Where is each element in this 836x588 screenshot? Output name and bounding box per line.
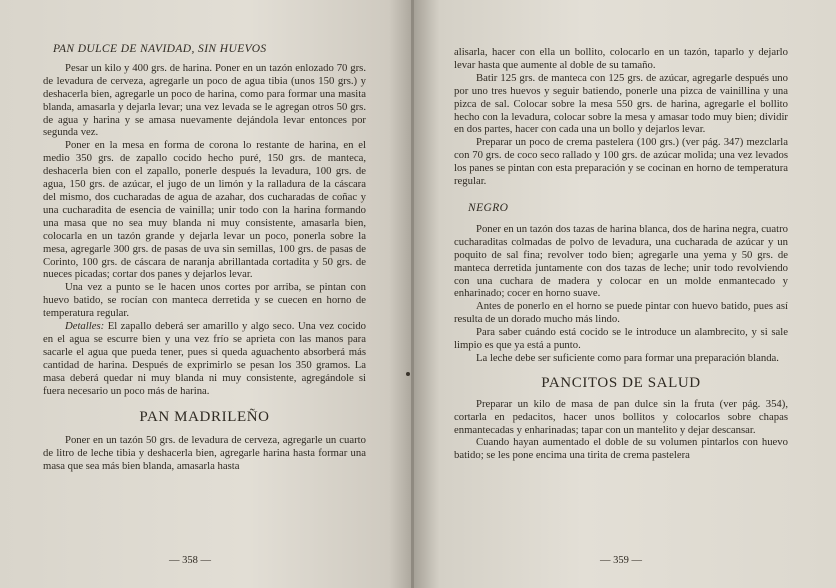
details-paragraph xyxy=(43,320,366,397)
section-title-negro: NEGRO xyxy=(468,201,509,214)
paragraph: La leche debe ser suficiente como para formar una preparación blanda. xyxy=(476,351,779,364)
details-label: Detalles: xyxy=(65,320,105,333)
right-column xyxy=(454,46,788,462)
paragraph: Poner en un tazón dos tazas de harina blanca, dos de harina negra, cuatro cucharaditas colmadas de polvo de levadura, una cucharada de azúcar y un poquito de sal fina; revolver todo bien; agregarle una yema y 50 grs. de manteca derretida juntamente con dos tazas de leche; unir todo revolviendo con una cuchara de madera y colocar en un molde enmantecado y enharinado; cocer en horno suave. xyxy=(454,222,788,300)
page-number-left: — 358 — xyxy=(169,555,211,566)
paragraph: Pesar un kilo y 400 grs. de harina. Poner en un tazón enlozado 70 grs. de levadura de cerveza, agregarle un poco de agua tibia (unos 150 grs.) y deshacerla bien, agregarle un poco de harina, como para formar una masita blanda, amasarla y dejarla levar; una vez levada se le agregan otros 50 grs. de agua y harina y se amasa nuevamente dejándola levar entonces por segunda vez. xyxy=(43,61,366,139)
paragraph: Batir 125 grs. de manteca con 125 grs. de azúcar, agregarle después uno por uno tres huevos y seguir batiendo, ponerle una pizca de vainillina y una pizca de sal. Colocar sobre la mesa 550 grs. de harina, agregarle el bollito hecho con la levadura, colocar sobre la mesa y amasar todo muy bien; dividir en dos partes, hacer con cada una un bollo y dejarlos levar. xyxy=(454,71,788,136)
left-column xyxy=(43,43,366,473)
paragraph: Preparar un kilo de masa de pan dulce sin la fruta (ver pág. 354), cortarla en pedacitos, hacer unos bollitos y colocarlos sobre chapas enmantecadas y enharinadas; tapar con un mantelito y dejar descansar. xyxy=(454,397,788,436)
page-number-right: — 359 — xyxy=(600,555,642,566)
paragraph: Antes de ponerlo en el horno se puede pintar con huevo batido, pues así resulta de un dorado mucho más lindo. xyxy=(454,300,788,326)
ink-dot xyxy=(406,372,410,376)
paragraph: Para saber cuándo está cocido se le introduce un alambrecito, y si sale limpio es que ya está a punto. xyxy=(454,326,788,352)
paragraph: Una vez a punto se le hacen unos cortes por arriba, se pintan con huevo batido, se rocían con manteca derretida y se cuecen en horno de temperatura regular. xyxy=(43,281,366,320)
left-page xyxy=(0,0,414,588)
paragraph: alisarla, hacer con ella un bollito, colocarlo en un tazón, taparlo y dejarlo levar hasta que aumente al doble de su tamaño. xyxy=(454,46,788,71)
section-title-pan-dulce: PAN DULCE DE NAVIDAD, SIN HUEVOS xyxy=(53,43,267,55)
paragraph: Poner en la mesa en forma de corona lo restante de harina, en el medio 350 grs. de zapallo cocido hecho puré, 150 grs. de manteca, deshacerla bien con el zapallo, ponerle después la levadura, 100 grs. de agua, 150 grs. de azúcar, el jugo de un limón y la ralladura de la cáscara del mismo, dos cucharadas de agua de azahar, dos cucharadas de coñac y una cucharadita de esencia de vainilla; unir todo con la harina formando una masa que no sea muy blanda ni muy consistente, amasarla bien, colocarla en un tazón grande y dejarla levar un poco, ponerla sobre la mesa, agregarle 300 grs. de pasas de uva sin semillas, 100 grs. de pasas de Corinto, 100 grs. de cáscara de naranja abrillantada cortadita y 50 grs. de nueces picadas; cortar dos panes y dejarlos levar. xyxy=(43,139,366,281)
right-page xyxy=(414,0,836,588)
paragraph: Cuando hayan aumentado el doble de su volumen pintarlos con huevo batido; se les pone encima una tirita de crema pastelera xyxy=(454,436,788,462)
paragraph: Preparar un poco de crema pastelera (100 grs.) (ver pág. 347) mezclarla con 70 grs. de coco seco rallado y 100 grs. de azúcar molida; una vez levados los panes se pintan con esta preparación y se cocinan en horno de temperatura regular. xyxy=(454,136,788,188)
section-title-pancitos: PANCITOS DE SALUD xyxy=(541,374,701,391)
details-text: El zapallo deberá ser amarillo y algo seco. Una vez cocido en el agua se escurre bien y una vez frío se aprieta con las manos para sacarle el agua que pueda tener, pues si queda aguachento absorberá más cantidad de harina. Después de exprimirlo se pesan los 350 gramos. La masa deberá quedar ni muy blanda ni muy consistente, agregándole si fuera necesario un poco más de harina. xyxy=(43,320,367,397)
section-title-pan-madrileno: PAN MADRILEÑO xyxy=(139,409,270,426)
paragraph: Poner en un tazón 50 grs. de levadura de cerveza, agregarle un cuarto de litro de leche tibia y deshacerla bien, agregarle harina hasta formar una masa que sea más bien blanda, amasarla hasta xyxy=(43,434,366,473)
